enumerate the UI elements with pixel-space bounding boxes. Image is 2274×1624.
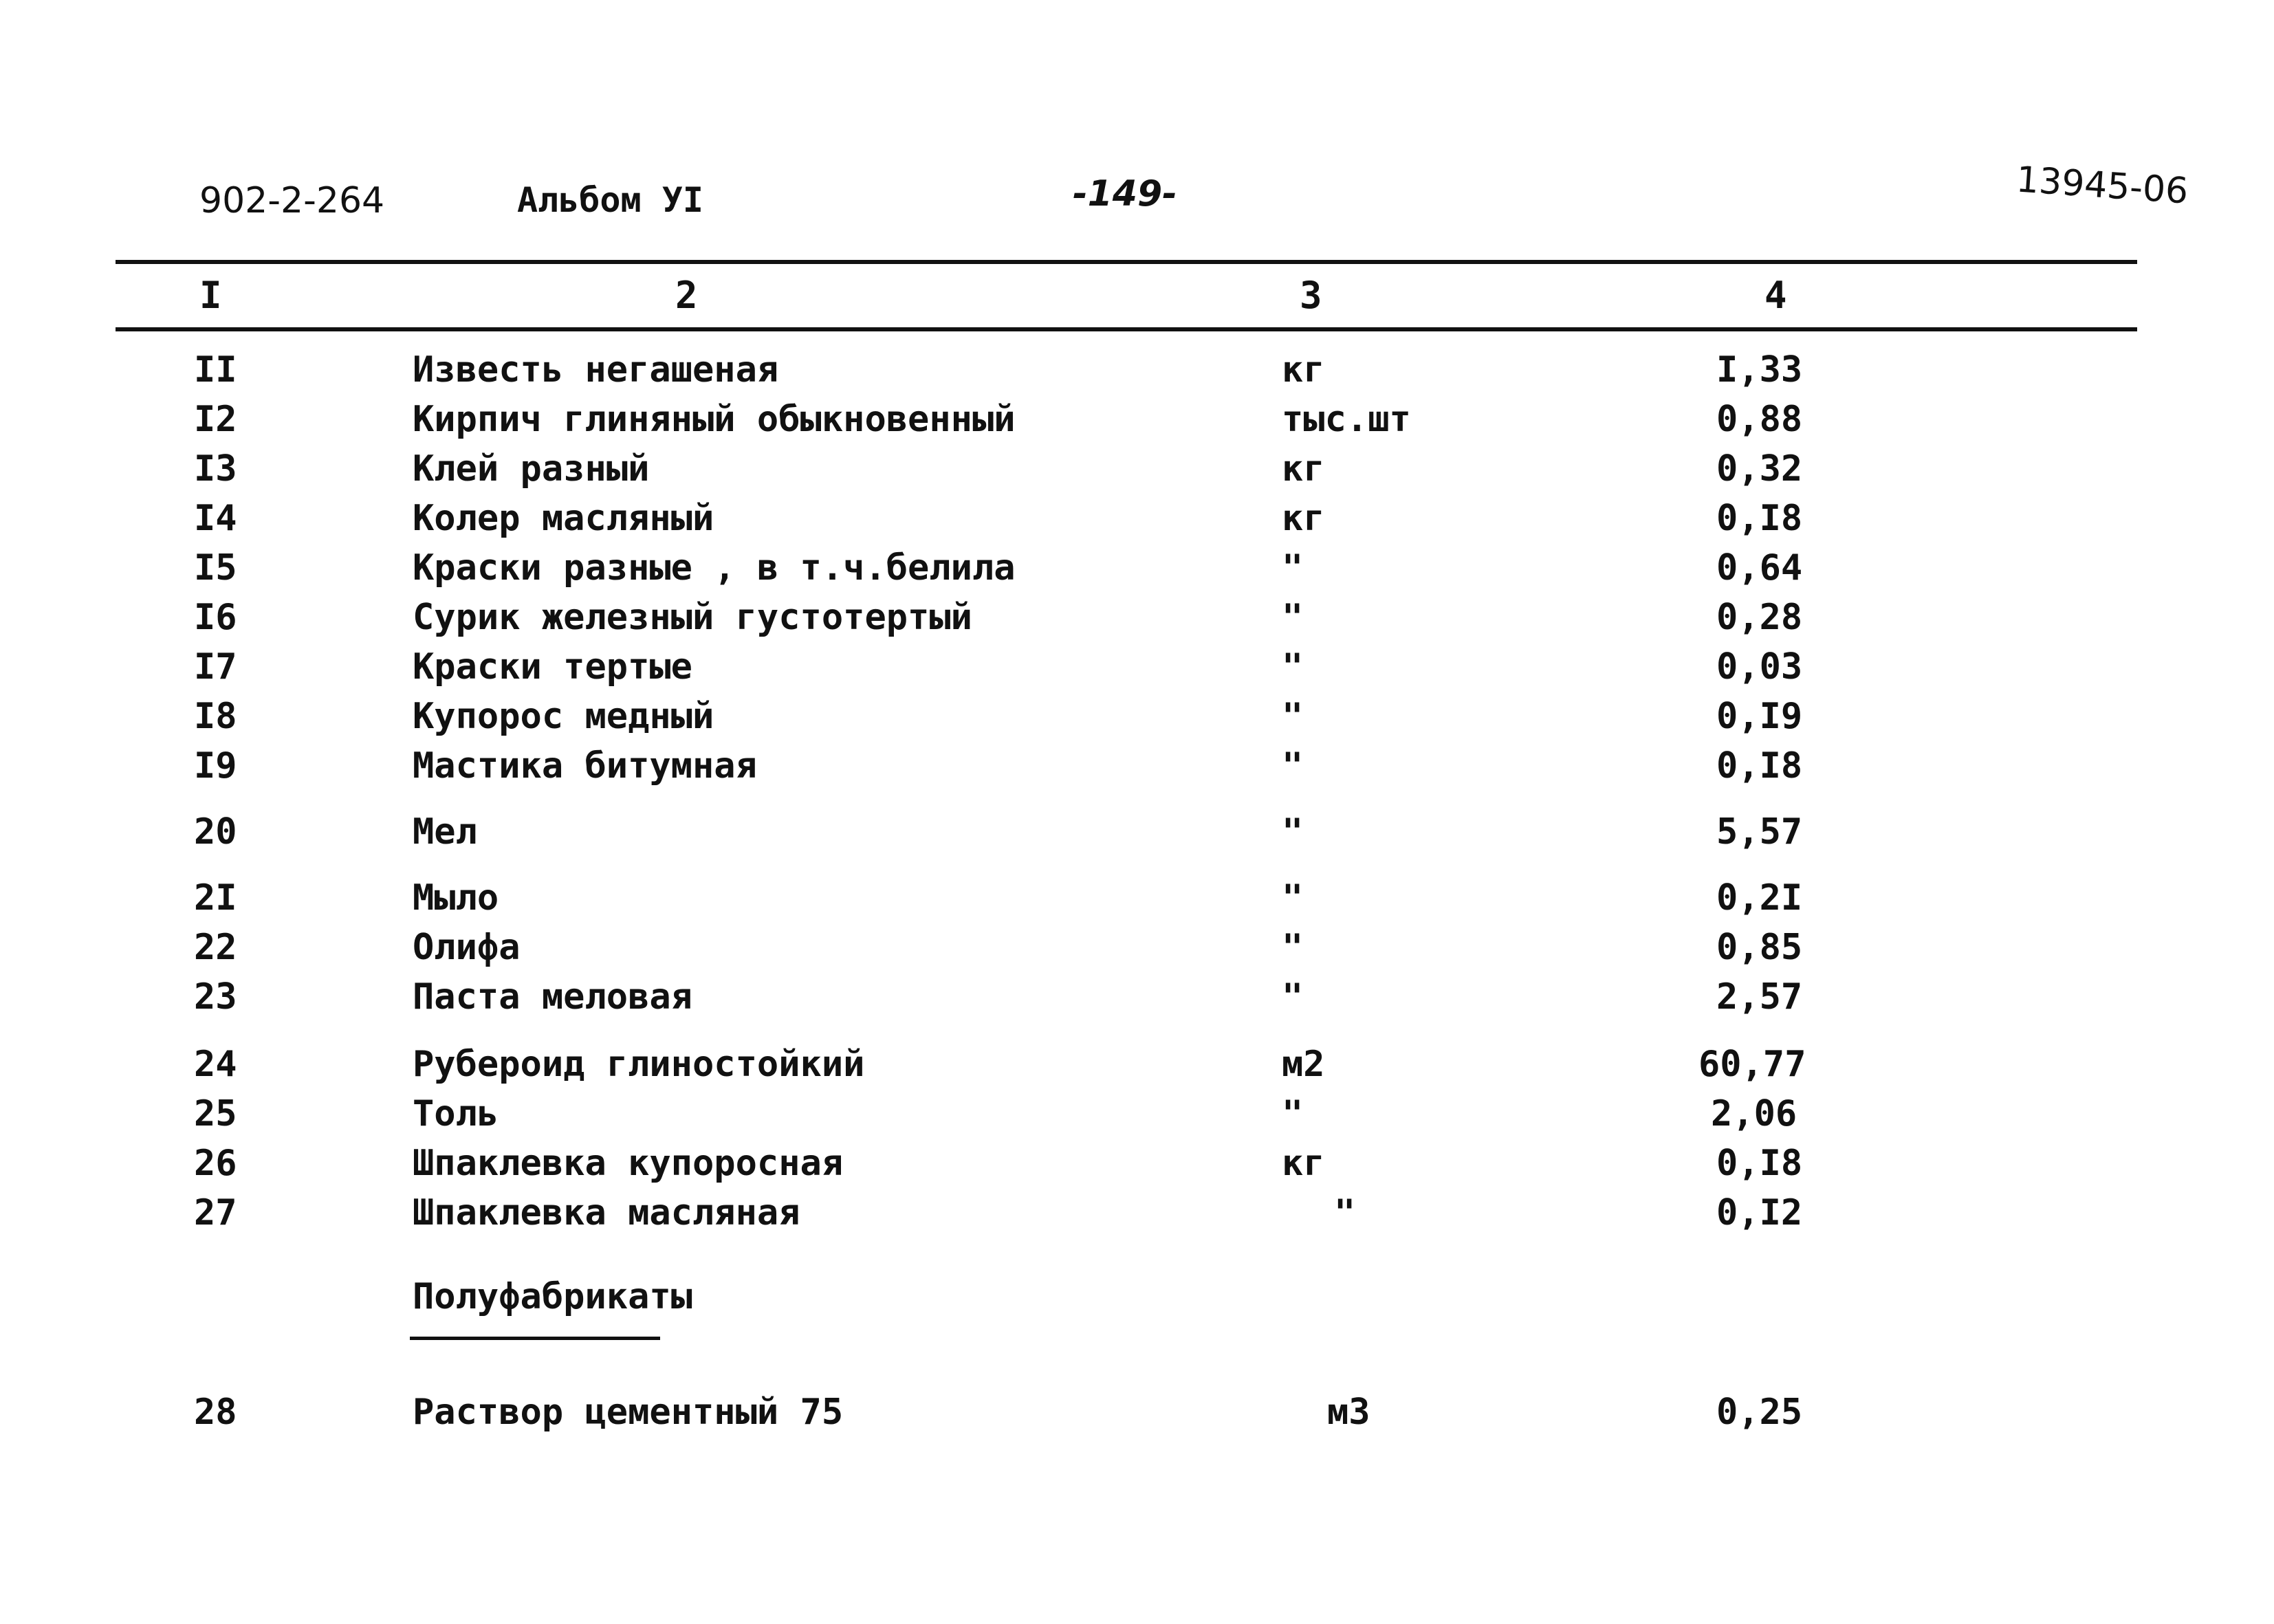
section-underline <box>410 1337 660 1340</box>
row-number: 20 <box>194 811 237 853</box>
row-name: Колер масляный <box>413 498 714 539</box>
album-label: Альбом УI <box>517 180 703 220</box>
row-value: 0,03 <box>1716 646 1803 688</box>
table-row <box>0 696 2274 737</box>
row-value: 60,77 <box>1698 1044 1806 1085</box>
row-value: 0,25 <box>1716 1392 1803 1433</box>
row-name: Сурик железный густотертый <box>413 597 972 638</box>
row-unit: " <box>1282 597 1304 638</box>
row-name: Рубероид глиностойкий <box>413 1044 865 1085</box>
row-unit: " <box>1282 646 1304 688</box>
row-unit: кг <box>1282 498 1325 539</box>
row-unit: кг <box>1282 349 1325 391</box>
table-row <box>0 745 2274 787</box>
row-name: Паста меловая <box>413 976 692 1018</box>
row-number: II <box>194 349 237 391</box>
row-number: I7 <box>194 646 237 688</box>
row-value: 0,85 <box>1716 927 1803 968</box>
row-name: Мыло <box>413 877 499 919</box>
row-value: 2,57 <box>1716 976 1803 1018</box>
row-value: 0,I2 <box>1716 1192 1803 1233</box>
table-row <box>0 1093 2274 1134</box>
table-row <box>0 1044 2274 1085</box>
row-value: 5,57 <box>1716 811 1803 853</box>
row-name: Толь <box>413 1093 499 1134</box>
row-unit: тыс.шт <box>1282 399 1411 440</box>
row-value: 0,I8 <box>1716 498 1803 539</box>
table-row <box>0 877 2274 919</box>
row-name: Олифа <box>413 927 521 968</box>
row-number: I3 <box>194 448 237 490</box>
column-header-4: 4 <box>1764 274 1787 317</box>
row-number: I6 <box>194 597 237 638</box>
row-number: I8 <box>194 696 237 737</box>
table-row <box>0 498 2274 539</box>
table-row <box>0 547 2274 589</box>
table-row <box>0 927 2274 968</box>
table-header-rule <box>116 327 2137 331</box>
row-unit: кг <box>1282 448 1325 490</box>
row-number: 23 <box>194 976 237 1018</box>
row-unit: кг <box>1282 1143 1325 1184</box>
row-number: 24 <box>194 1044 237 1085</box>
row-value: 0,32 <box>1716 448 1803 490</box>
row-name: Известь негашеная <box>413 349 779 391</box>
row-name: Раствор цементный 75 <box>413 1392 844 1433</box>
row-unit: " <box>1282 811 1304 853</box>
archive-stamp: 13945-06 <box>2015 159 2190 212</box>
table-row <box>0 1392 2274 1433</box>
row-value: 0,I8 <box>1716 1143 1803 1184</box>
row-unit: " <box>1282 877 1304 919</box>
table-row <box>0 1192 2274 1233</box>
table-row <box>0 976 2274 1018</box>
table-row <box>0 646 2274 688</box>
row-number: 25 <box>194 1093 237 1134</box>
row-value: 0,64 <box>1716 547 1803 589</box>
row-name: Краски разные , в т.ч.белила <box>413 547 1016 589</box>
row-name: Мел <box>413 811 477 853</box>
row-name: Шпаклевка купоросная <box>413 1143 844 1184</box>
row-value: 0,I8 <box>1716 745 1803 787</box>
row-unit: м3 <box>1327 1392 1370 1433</box>
column-header-2: 2 <box>675 274 698 317</box>
row-value: 2,06 <box>1711 1093 1797 1134</box>
column-header-3: 3 <box>1300 274 1322 317</box>
row-unit: " <box>1334 1192 1356 1233</box>
row-unit: " <box>1282 696 1304 737</box>
document-code: 902-2-264 <box>199 180 385 221</box>
row-number: 26 <box>194 1143 237 1184</box>
row-unit: " <box>1282 1093 1304 1134</box>
table-row <box>0 811 2274 853</box>
row-number: 22 <box>194 927 237 968</box>
row-unit: " <box>1282 927 1304 968</box>
table-row <box>0 1143 2274 1184</box>
table-row <box>0 399 2274 440</box>
row-unit: " <box>1282 976 1304 1018</box>
table-row <box>0 597 2274 638</box>
row-value: 0,2I <box>1716 877 1803 919</box>
table-row <box>0 448 2274 490</box>
row-name: Кирпич глиняный обыкновенный <box>413 399 1016 440</box>
row-name: Шпаклевка масляная <box>413 1192 800 1233</box>
row-value: 0,88 <box>1716 399 1803 440</box>
table-top-rule <box>116 260 2137 264</box>
row-unit: м2 <box>1282 1044 1325 1085</box>
row-unit: " <box>1282 547 1304 589</box>
table-row <box>0 349 2274 391</box>
row-number: 2I <box>194 877 237 919</box>
row-unit: " <box>1282 745 1304 787</box>
row-value: 0,28 <box>1716 597 1803 638</box>
column-header-1: I <box>199 274 222 317</box>
row-name: Купорос медный <box>413 696 714 737</box>
row-number: I2 <box>194 399 237 440</box>
section-title: Полуфабрикаты <box>413 1276 692 1317</box>
row-value: 0,I9 <box>1716 696 1803 737</box>
row-value: I,33 <box>1716 349 1803 391</box>
row-number: 27 <box>194 1192 237 1233</box>
row-number: I4 <box>194 498 237 539</box>
row-number: 28 <box>194 1392 237 1433</box>
row-number: I5 <box>194 547 237 589</box>
page-number: -149- <box>1073 173 1177 215</box>
row-name: Клей разный <box>413 448 650 490</box>
row-name: Мастика битумная <box>413 745 757 787</box>
row-number: I9 <box>194 745 237 787</box>
row-name: Краски тертые <box>413 646 692 688</box>
